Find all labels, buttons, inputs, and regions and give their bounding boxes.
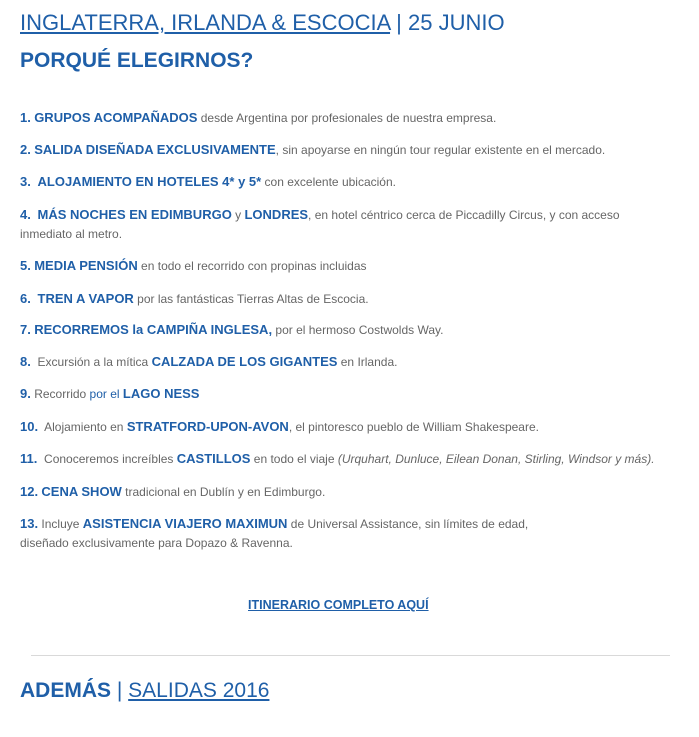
item-text: tradicional en Dublín y en Edimburgo. (121, 485, 326, 499)
departures-link[interactable]: SALIDAS 2016 (128, 679, 270, 702)
item-text-pre-2: por el (89, 387, 123, 401)
item-text-pre: Recorrido (34, 387, 90, 401)
item-text-pre: Excursión a la mítica (37, 355, 152, 369)
list-item (20, 514, 685, 553)
header-title (20, 10, 505, 36)
list-item (20, 172, 685, 192)
item-text: en todo el viaje (250, 452, 338, 466)
item-text-pre: Alojamiento en (44, 420, 127, 434)
item-text: en todo el recorrido con propinas incluidas (137, 259, 367, 273)
destination-link[interactable]: INGLATERRA, IRLANDA & ESCOCIA (20, 10, 391, 35)
departure-date: 25 JUNIO (408, 10, 505, 35)
list-item (20, 352, 685, 372)
item-highlight: ALOJAMIENTO EN HOTELES 4* y 5* (37, 174, 262, 189)
item-number: 4. (20, 207, 31, 222)
item-number: 10. (20, 419, 39, 434)
section-subtitle: PORQUÉ ELEGIRNOS? (20, 49, 254, 72)
list-item (20, 449, 685, 469)
full-itinerary-link[interactable]: ITINERARIO COMPLETO AQUÍ (248, 598, 429, 612)
item-highlight: STRATFORD-UPON-AVON (126, 419, 289, 434)
item-highlight: MEDIA PENSIÓN (34, 258, 138, 273)
item-highlight: GRUPOS ACOMPAÑADOS (34, 110, 198, 125)
item-highlight-2: LONDRES (244, 207, 309, 222)
item-text-pre: Incluye (41, 517, 83, 531)
item-number: 2. (20, 142, 31, 157)
item-text: por el hermoso Costwolds Way. (272, 323, 444, 337)
item-number: 3. (20, 174, 31, 189)
list-item (20, 320, 685, 340)
item-number: 7. (20, 322, 31, 337)
item-highlight: CASTILLOS (176, 451, 251, 466)
item-highlight: RECORREMOS la CAMPIÑA INGLESA, (34, 322, 273, 337)
item-text-continued: inmediato al metro. (20, 227, 123, 241)
footer-separator: | (116, 679, 123, 702)
item-number: 11. (20, 451, 38, 466)
item-number: 5. (20, 258, 31, 273)
list-item (20, 289, 685, 309)
item-number: 8. (20, 354, 31, 369)
item-text-pre: Conoceremos increíbles (44, 452, 177, 466)
list-item (20, 108, 685, 128)
item-highlight: ASISTENCIA VIAJERO MAXIMUN (82, 516, 288, 531)
list-item (20, 482, 685, 502)
list-item (20, 140, 685, 160)
item-highlight: MÁS NOCHES EN EDIMBURGO (37, 207, 232, 222)
item-highlight: LAGO NESS (122, 386, 200, 401)
item-text: en Irlanda. (337, 355, 398, 369)
list-item (20, 417, 685, 437)
item-number: 1. (20, 110, 31, 125)
item-highlight: CALZADA DE LOS GIGANTES (151, 354, 338, 369)
item-text: desde Argentina por profesionales de nuestra empresa. (197, 111, 497, 125)
item-number: 9. (20, 386, 31, 401)
item-text-italic: (Urquhart, Dunluce, Eilean Donan, Stirling, Windsor y más). (337, 452, 655, 466)
item-number: 6. (20, 291, 31, 306)
list-item (20, 256, 685, 276)
item-highlight: CENA SHOW (41, 484, 122, 499)
footer-label: ADEMÁS (20, 679, 112, 702)
title-separator: | (396, 10, 402, 35)
item-connector: y (231, 208, 245, 222)
list-item (20, 205, 685, 244)
item-text: de Universal Assistance, sin límites de edad, (287, 517, 529, 531)
item-text: , en hotel céntrico cerca de Piccadilly Circus, y con acceso (308, 208, 620, 222)
item-highlight: TREN A VAPOR (37, 291, 134, 306)
item-text: , sin apoyarse en ningún tour regular existente en el mercado. (275, 143, 606, 157)
section-divider (31, 655, 670, 656)
item-highlight: SALIDA DISEÑADA EXCLUSIVAMENTE (34, 142, 276, 157)
item-number: 12. (20, 484, 39, 499)
item-number: 13. (20, 516, 39, 531)
item-text: , el pintoresco pueblo de William Shakespeare. (288, 420, 539, 434)
item-text: con excelente ubicación. (261, 175, 396, 189)
footer-heading (20, 679, 269, 703)
item-text: por las fantásticas Tierras Altas de Escocia. (133, 292, 369, 306)
list-item (20, 384, 685, 404)
item-text-continued: diseñado exclusivamente para Dopazo & Ravenna. (20, 536, 293, 550)
